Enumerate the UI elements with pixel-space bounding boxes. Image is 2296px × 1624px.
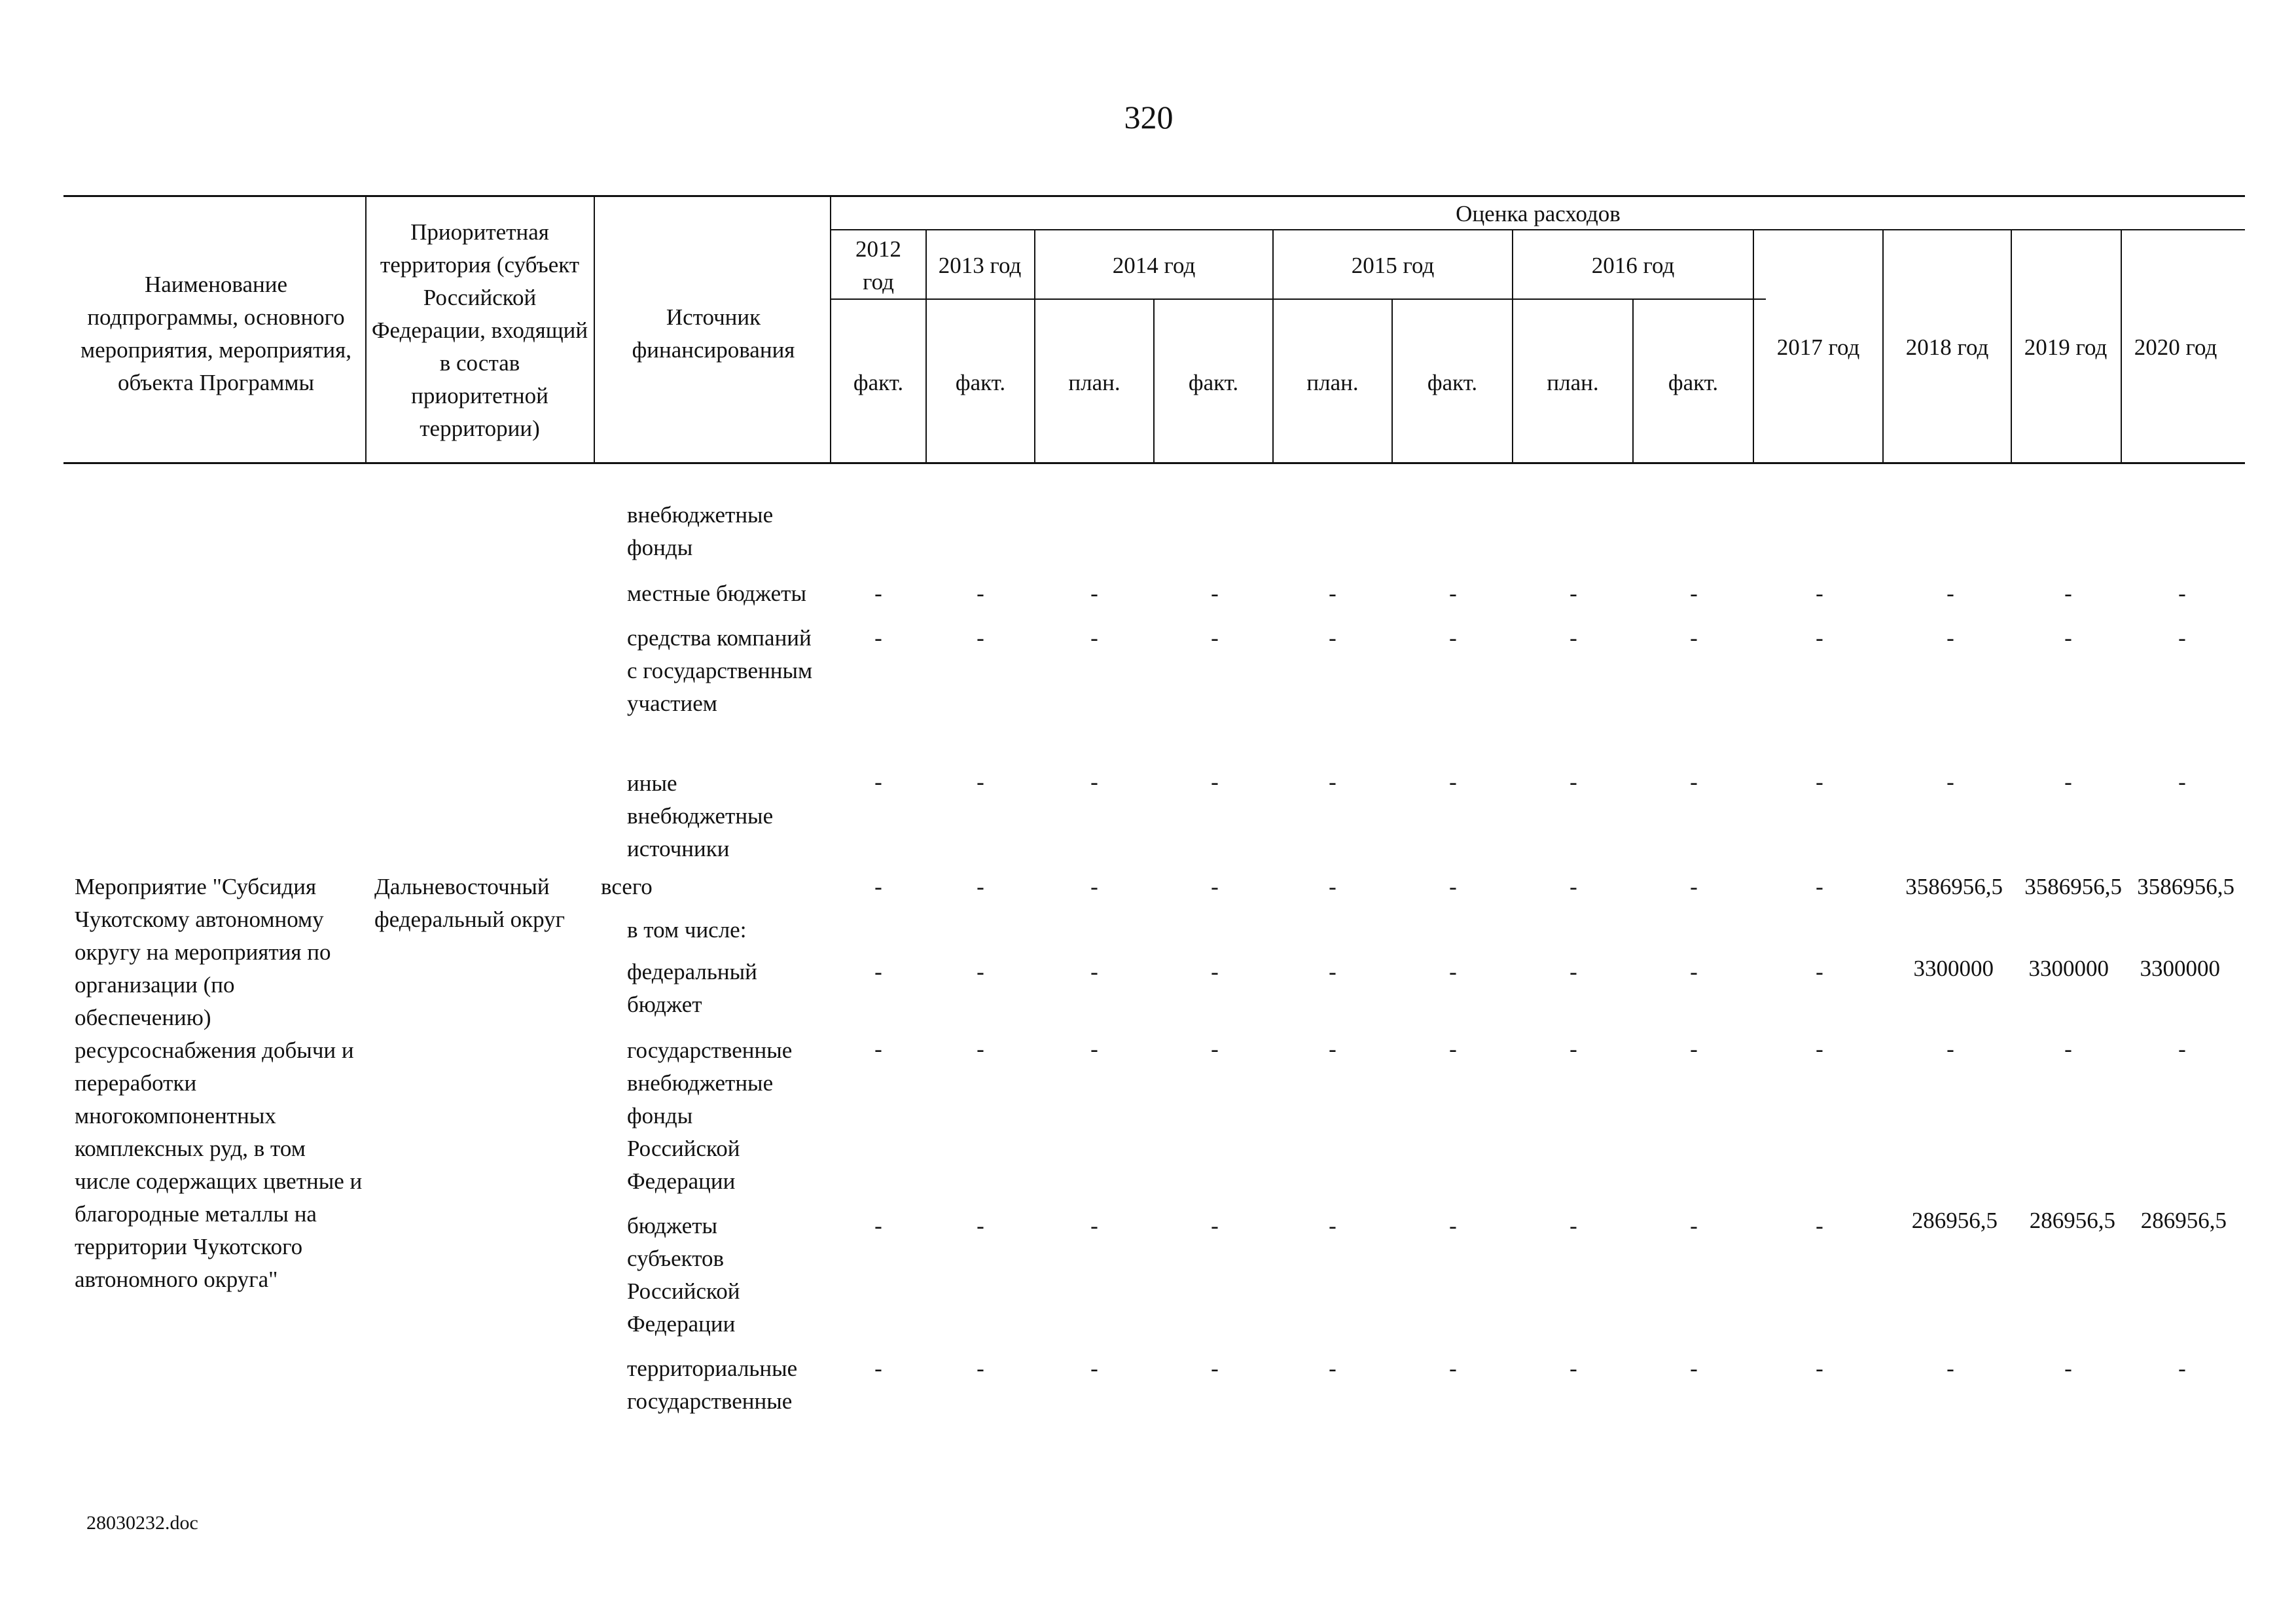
cell-2012: -: [874, 1036, 882, 1062]
cell-2014-fact: -: [1211, 769, 1219, 795]
header-year-2020: 2020 год: [2134, 334, 2217, 360]
header-bottom-border: [63, 462, 2245, 464]
cell-2014-fact: -: [1211, 1213, 1219, 1238]
cell-2013: -: [977, 1213, 984, 1238]
cell-2012: -: [874, 581, 882, 606]
cell-2014-plan: -: [1090, 769, 1098, 795]
cell-2016-plan: -: [1570, 581, 1577, 606]
cell-2014-plan: -: [1090, 959, 1098, 984]
cell-2018: 3586956,5: [1905, 874, 2003, 899]
cell-2013: -: [977, 874, 984, 899]
header-source-column: Источник финансирования: [632, 304, 795, 363]
cell-2019: -: [2064, 581, 2072, 606]
cell-2014-plan: -: [1090, 1213, 1098, 1238]
cell-2019: -: [2064, 625, 2072, 651]
header-year-2017: 2017 год: [1776, 334, 1860, 360]
header-territory-column: Приоритетная территория (субъект Российской Федерации, входящий в состав приоритетной территории): [371, 219, 588, 441]
cell-2020: -: [2178, 1036, 2186, 1062]
cell-2015-fact: -: [1449, 581, 1457, 606]
cell-2012: -: [874, 1356, 882, 1381]
source-label: внебюджетные фонды: [627, 502, 774, 560]
col-divider: [830, 196, 831, 462]
source-label: территориальные государственные: [627, 1356, 798, 1414]
cell-2014-plan: -: [1090, 1356, 1098, 1381]
header-year-2016: 2016 год: [1591, 253, 1675, 278]
cell-2016-plan: -: [1570, 1036, 1577, 1062]
cell-2020: 3300000: [2140, 956, 2220, 981]
cell-2014-fact: -: [1211, 1036, 1219, 1062]
cell-2016-fact: -: [1690, 959, 1698, 984]
cell-2014-plan: -: [1090, 625, 1098, 651]
event-name: Мероприятие "Субсидия Чукотскому автономному округу на мероприятия по организации (по обеспечению) ресурсоснабжения добычи и переработки многокомпонентных комплексных руд, в том числе содержащих цветные и благородные металлы на территории Чукотского автономного округа": [75, 874, 363, 1292]
cell-2017: -: [1816, 1036, 1823, 1062]
cell-2017: -: [1816, 1356, 1823, 1381]
cell-2014-plan: -: [1090, 581, 1098, 606]
cell-2016-fact: -: [1690, 1356, 1698, 1381]
cell-2012: -: [874, 769, 882, 795]
header-expense-estimate: Оценка расходов: [1456, 201, 1621, 226]
cell-2020: 3586956,5: [2137, 874, 2234, 899]
cell-2016-plan: -: [1570, 1356, 1577, 1381]
col-divider: [365, 196, 367, 462]
cell-2019: -: [2064, 769, 2072, 795]
cell-2014-fact: -: [1211, 874, 1219, 899]
header-fact-2015: факт.: [1427, 370, 1478, 395]
col-divider: [925, 230, 927, 462]
cell-2016-fact: -: [1690, 1036, 1698, 1062]
header-fact-2014: факт.: [1188, 370, 1239, 395]
cell-2015-fact: -: [1449, 959, 1457, 984]
cell-2012: -: [874, 1213, 882, 1238]
source-label: бюджеты субъектов Российской Федерации: [627, 1213, 740, 1337]
cell-2020: -: [2178, 581, 2186, 606]
cell-2018: -: [1946, 1036, 1954, 1062]
cell-2015-plan: -: [1329, 1036, 1336, 1062]
cell-2013: -: [977, 581, 984, 606]
col-divider: [594, 196, 595, 462]
cell-2016-fact: -: [1690, 1213, 1698, 1238]
header-plan-2014: план.: [1068, 370, 1121, 395]
col-divider: [2011, 230, 2012, 462]
source-label: государственные внебюджетные фонды Российской Федерации: [627, 1038, 793, 1194]
cell-2020: -: [2178, 625, 2186, 651]
cell-2015-plan: -: [1329, 959, 1336, 984]
cell-2018: -: [1946, 769, 1954, 795]
cell-2015-fact: -: [1449, 625, 1457, 651]
cell-2014-fact: -: [1211, 1356, 1219, 1381]
source-label: средства компаний с государственным участием: [627, 625, 813, 716]
cell-2017: -: [1816, 581, 1823, 606]
cell-2018: 3300000: [1913, 956, 1994, 981]
cell-2015-fact: -: [1449, 1036, 1457, 1062]
cell-2016-fact: -: [1690, 625, 1698, 651]
header-year-2014: 2014 год: [1112, 253, 1196, 278]
header-fact-2012: факт.: [853, 370, 904, 395]
cell-2017: -: [1816, 769, 1823, 795]
cell-2014-fact: -: [1211, 581, 1219, 606]
cell-2013: -: [977, 625, 984, 651]
cell-2015-plan: -: [1329, 625, 1336, 651]
source-label: местные бюджеты: [627, 581, 806, 606]
cell-2015-fact: -: [1449, 1356, 1457, 1381]
cell-2013: -: [977, 769, 984, 795]
cell-2016-plan: -: [1570, 1213, 1577, 1238]
cell-2015-fact: -: [1449, 874, 1457, 899]
header-name-column: Наименование подпрограммы, основного мероприятия, мероприятия, объекта Программы: [81, 272, 351, 395]
event-territory: Дальневосточный федеральный округ: [374, 874, 565, 932]
header-plan-2015: план.: [1306, 370, 1359, 395]
cell-2015-fact: -: [1449, 1213, 1457, 1238]
header-year-2019: 2019 год: [2024, 334, 2108, 360]
header-year-2012: 2012 год: [855, 236, 901, 295]
cell-2013: -: [977, 1036, 984, 1062]
cell-2016-fact: -: [1690, 769, 1698, 795]
cell-2019: -: [2064, 1356, 2072, 1381]
cell-2015-plan: -: [1329, 874, 1336, 899]
document-id: 28030232.doc: [86, 1512, 198, 1534]
cell-2014-fact: -: [1211, 625, 1219, 651]
cell-2020: -: [2178, 1356, 2186, 1381]
cell-2017: -: [1816, 959, 1823, 984]
cell-2015-fact: -: [1449, 769, 1457, 795]
header-fact-2016: факт.: [1668, 370, 1719, 395]
subheader-rule: [831, 298, 1766, 300]
cell-2013: -: [977, 1356, 984, 1381]
source-label: иные внебюджетные источники: [627, 770, 774, 861]
cell-2015-plan: -: [1329, 769, 1336, 795]
source-label: всего: [601, 874, 653, 899]
cell-2020: 286956,5: [2140, 1208, 2227, 1233]
cell-2018: -: [1946, 581, 1954, 606]
cell-2015-plan: -: [1329, 1356, 1336, 1381]
source-label: федеральный бюджет: [627, 959, 757, 1017]
cell-2012: -: [874, 959, 882, 984]
cell-2016-plan: -: [1570, 769, 1577, 795]
header-fact-2013: факт.: [955, 370, 1006, 395]
cell-2014-fact: -: [1211, 959, 1219, 984]
cell-2019: 3300000: [2028, 956, 2109, 981]
header-year-2015: 2015 год: [1351, 253, 1435, 278]
cell-2014-plan: -: [1090, 874, 1098, 899]
cell-2016-fact: -: [1690, 581, 1698, 606]
cell-2018: -: [1946, 1356, 1954, 1381]
cell-2015-plan: -: [1329, 581, 1336, 606]
cell-2019: 3586956,5: [2024, 874, 2122, 899]
table-top-border: [63, 195, 2245, 197]
header-year-2018: 2018 год: [1905, 334, 1989, 360]
cell-2018: 286956,5: [1911, 1208, 1998, 1233]
cell-2016-plan: -: [1570, 874, 1577, 899]
cell-2018: -: [1946, 625, 1954, 651]
cell-2016-plan: -: [1570, 625, 1577, 651]
cell-2012: -: [874, 625, 882, 651]
header-plan-2016: план.: [1547, 370, 1599, 395]
cell-2016-fact: -: [1690, 874, 1698, 899]
cell-2019: 286956,5: [2029, 1208, 2115, 1233]
cell-2016-plan: -: [1570, 959, 1577, 984]
cell-2013: -: [977, 959, 984, 984]
cell-2012: -: [874, 874, 882, 899]
source-label: в том числе:: [627, 917, 747, 943]
cell-2020: -: [2178, 769, 2186, 795]
page-number: 320: [1124, 99, 1174, 135]
cell-2019: -: [2064, 1036, 2072, 1062]
cell-2014-plan: -: [1090, 1036, 1098, 1062]
cell-2017: -: [1816, 1213, 1823, 1238]
col-divider: [2121, 230, 2122, 462]
cell-2017: -: [1816, 625, 1823, 651]
cell-2015-plan: -: [1329, 1213, 1336, 1238]
header-year-2013: 2013 год: [938, 253, 1022, 278]
cell-2017: -: [1816, 874, 1823, 899]
